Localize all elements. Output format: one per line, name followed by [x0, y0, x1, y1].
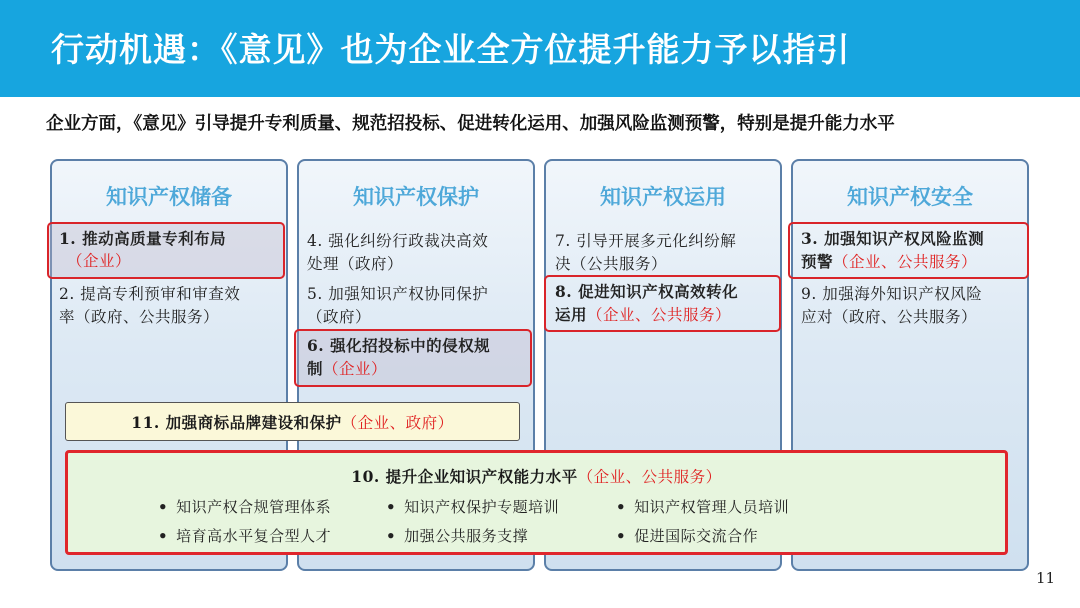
- bullet-item: • 知识产权管理人员培训: [616, 498, 790, 516]
- item-8: 8. 促进知识产权高效转化 运用（企业、公共服务）: [555, 282, 739, 324]
- column-title: 知识产权运用: [600, 185, 726, 209]
- slide-subtitle: 企业方面，《意见》引导提升专利质量、规范招投标、促进转化运用、加强风险监测预警，特别是提升能力水平: [46, 114, 895, 134]
- item-1: 1. 推动高质量专利布局 （企业）: [59, 229, 227, 270]
- page-number: 11: [1036, 569, 1056, 587]
- title-bar: [0, 0, 1080, 97]
- bullet-item: • 培育高水平复合型人才: [158, 527, 332, 545]
- item-10-box: [65, 450, 1008, 555]
- slide-title: 行动机遇：《意见》也为企业全方位提升能力予以指引: [51, 30, 851, 69]
- column-title: 知识产权储备: [106, 185, 232, 209]
- column-title: 知识产权安全: [847, 185, 973, 209]
- bullet-item: • 加强公共服务支撑: [386, 527, 529, 545]
- item-11-owner: （企业、政府）: [341, 413, 454, 432]
- item-6: 6. 强化招投标中的侵权规 制（企业）: [307, 336, 491, 378]
- item-4: 4. 强化纠纷行政裁决高效 处理（政府）: [307, 232, 489, 273]
- item-10-text: 10. 提升企业知识产权能力水平: [351, 467, 578, 486]
- bullet-item: • 知识产权合规管理体系: [158, 498, 332, 516]
- item-3: 3. 加强知识产权风险监测 预警（企业、公共服务）: [801, 229, 985, 271]
- column-title: 知识产权保护: [353, 185, 479, 209]
- item-11-box: [65, 402, 520, 441]
- bullet-item: • 促进国际交流合作: [616, 527, 759, 545]
- item-10-owner: （企业、公共服务）: [577, 468, 722, 486]
- item-11-text: 11. 加强商标品牌建设和保护: [131, 412, 342, 432]
- item-5: 5. 加强知识产权协同保护 （政府）: [307, 285, 489, 326]
- bullet-item: • 知识产权保护专题培训: [386, 498, 560, 516]
- item-9: 9. 加强海外知识产权风险 应对（政府、公共服务）: [801, 285, 983, 326]
- item-2: 2. 提高专利预审和审查效 率（政府、公共服务）: [59, 285, 241, 326]
- item-7: 7. 引导开展多元化纠纷解 决（公共服务）: [555, 232, 737, 273]
